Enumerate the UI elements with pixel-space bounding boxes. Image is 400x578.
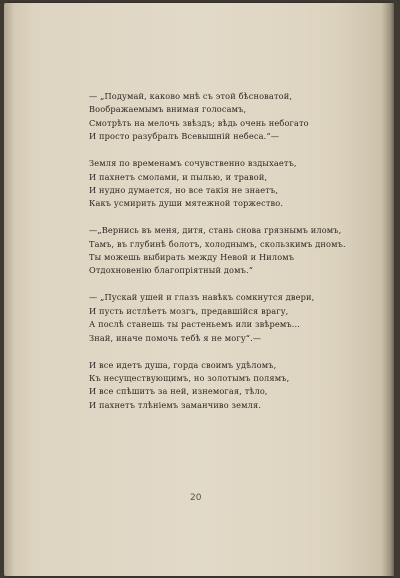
poem-line: Ты можешь выбирать между Невой и Ниломъ (89, 252, 295, 263)
page-edge (382, 3, 394, 576)
poem-line: Знай, иначе помочь тебѣ я не могу“.— (89, 332, 262, 343)
page-gutter-shadow (4, 3, 14, 576)
poem-text (89, 90, 349, 426)
poem-line: И пахнетъ смолами, и пылью, и травой, (89, 171, 268, 182)
poem-line: И все идетъ душа, горда своимъ удѣломъ, (89, 359, 277, 370)
poem-line: И просто разубралъ Всевышній небеса.“— (89, 131, 280, 142)
poem-line: — „Подумай, каково мнѣ съ этой бѣсноватой, (89, 91, 293, 101)
poem-line: — „Пускай ушей и глазъ навѣкъ сомкнутся двери, (89, 292, 315, 303)
poem-line: Воображаемымъ внимая голосамъ, (89, 104, 247, 115)
poem-line: Отдохновенію благопріятный домъ.“ (89, 265, 254, 276)
stanza-1 (89, 90, 349, 144)
stanza-4 (89, 291, 349, 345)
poem-line: Смотрѣть на мелочь звѣздъ; вѣдь очень небогато (89, 117, 309, 128)
poem-line: —„Вернись въ меня, дитя, стань снова грязнымъ иломъ, (89, 225, 342, 236)
stanza-5 (89, 359, 349, 413)
poem-line: Какъ усмирить души мятежной торжество. (89, 198, 284, 209)
poem-line: И пахнетъ тлѣніемъ заманчиво земля. (89, 399, 262, 410)
stanza-2 (89, 157, 349, 211)
stanza-3 (89, 224, 349, 278)
poem-line: И все спѣшитъ за ней, изнемогая, тѣло, (89, 386, 268, 397)
poem-line: Земля по временамъ сочувственно вздыхаетъ, (89, 158, 297, 169)
poem-line: Къ несуществующимъ, но золотымъ полямъ, (89, 372, 290, 383)
poem-line: И нудно думается, но все такія не знаетъ, (89, 184, 279, 195)
poem-line: А послѣ станешь ты растеньемъ или звѣремъ... (89, 319, 300, 330)
poem-line: Тамъ, въ глубинѣ болотъ, холоднымъ, скользкимъ дномъ. (89, 238, 346, 249)
page-number: 20 (190, 493, 202, 503)
poem-line: И пусть истлѣетъ мозгъ, предавшійся врагу, (89, 305, 289, 316)
